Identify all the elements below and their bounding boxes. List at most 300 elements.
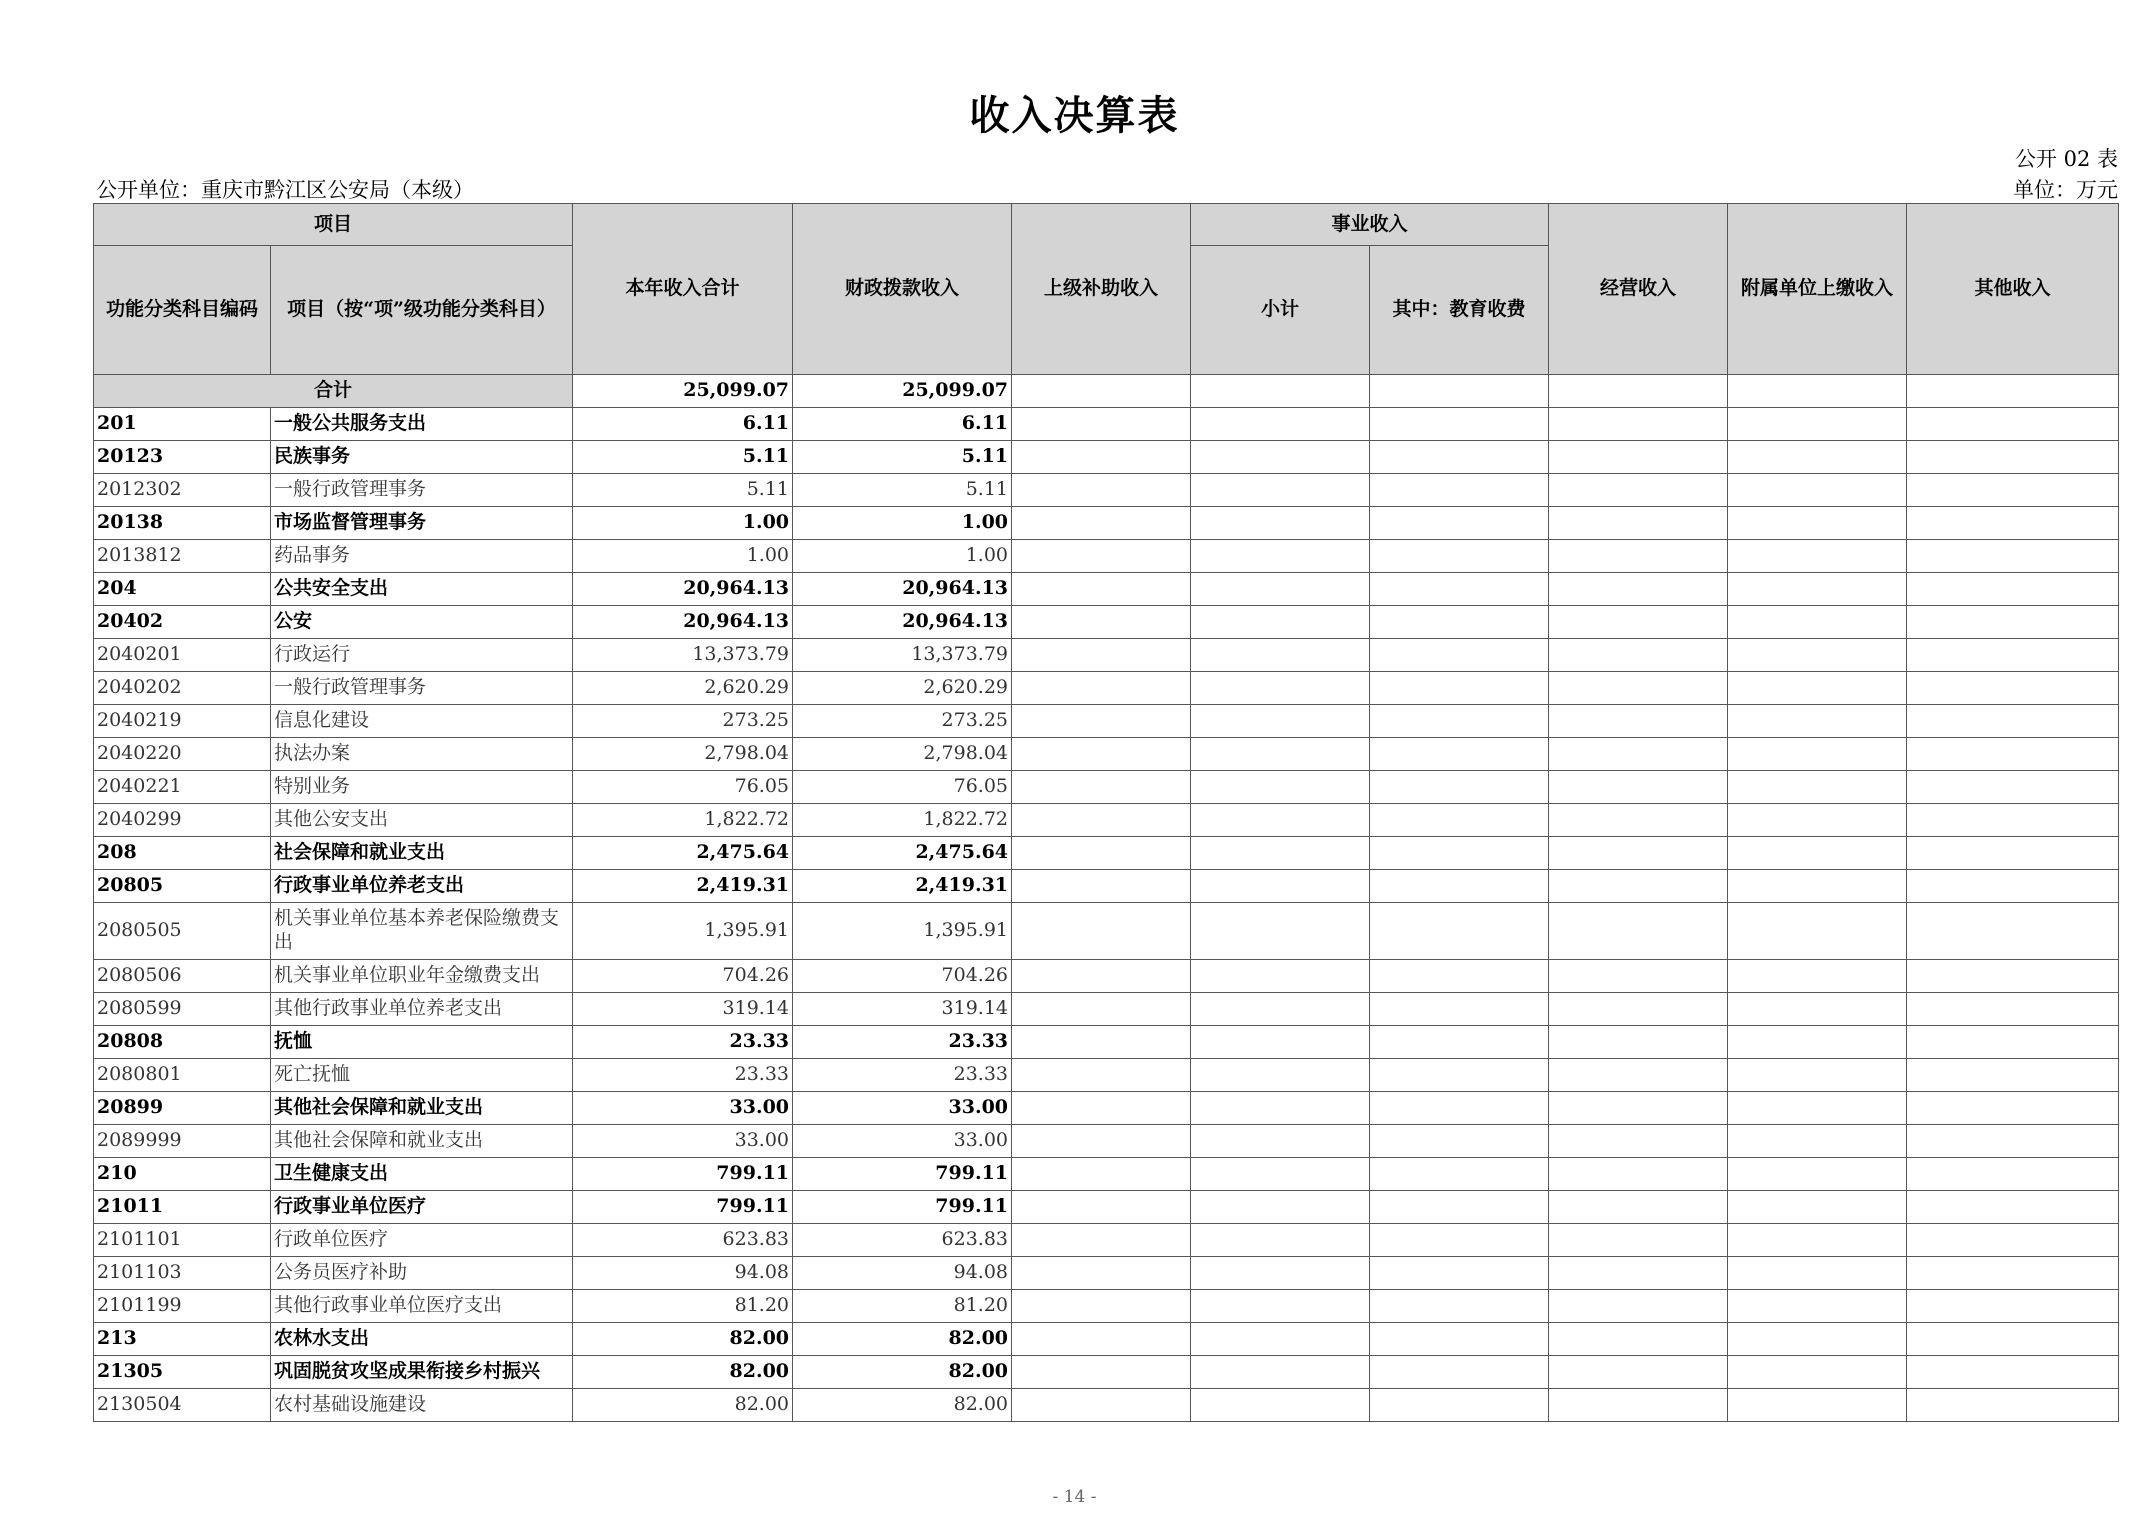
empty-cell bbox=[1370, 474, 1549, 507]
empty-cell bbox=[1907, 1059, 2119, 1092]
header-business: 经营收入 bbox=[1549, 204, 1728, 375]
empty-cell bbox=[1728, 1290, 1907, 1323]
row-total: 799.11 bbox=[573, 1191, 793, 1224]
empty-cell bbox=[1549, 1191, 1728, 1224]
empty-cell bbox=[1370, 1356, 1549, 1389]
row-name: 特别业务 bbox=[271, 771, 573, 804]
empty-cell bbox=[1907, 1158, 2119, 1191]
table-row bbox=[94, 960, 2119, 993]
table-row bbox=[94, 1356, 2119, 1389]
empty-cell bbox=[1728, 1323, 1907, 1356]
empty-cell bbox=[1728, 507, 1907, 540]
row-total: 623.83 bbox=[573, 1224, 793, 1257]
row-fiscal: 20,964.13 bbox=[793, 573, 1012, 606]
empty-cell bbox=[1012, 903, 1191, 960]
empty-cell bbox=[1370, 573, 1549, 606]
empty-cell bbox=[1191, 507, 1370, 540]
empty-cell bbox=[1549, 903, 1728, 960]
row-name: 公安 bbox=[271, 606, 573, 639]
row-fiscal: 82.00 bbox=[793, 1323, 1012, 1356]
header-total: 本年收入合计 bbox=[573, 204, 793, 375]
empty-cell bbox=[1191, 1191, 1370, 1224]
empty-cell bbox=[1549, 1323, 1728, 1356]
row-name: 执法办案 bbox=[271, 738, 573, 771]
empty-cell bbox=[1191, 771, 1370, 804]
empty-cell bbox=[1012, 804, 1191, 837]
empty-cell bbox=[1370, 540, 1549, 573]
empty-cell bbox=[1907, 1092, 2119, 1125]
empty-cell bbox=[1012, 993, 1191, 1026]
header-edu: 其中：教育收费 bbox=[1370, 246, 1549, 375]
row-code: 2012302 bbox=[94, 474, 271, 507]
row-fiscal: 1.00 bbox=[793, 507, 1012, 540]
empty-cell bbox=[1012, 606, 1191, 639]
empty-cell bbox=[1549, 1356, 1728, 1389]
empty-cell bbox=[1012, 1224, 1191, 1257]
empty-cell bbox=[1012, 960, 1191, 993]
table-row bbox=[94, 705, 2119, 738]
row-code: 20805 bbox=[94, 870, 271, 903]
row-total: 94.08 bbox=[573, 1257, 793, 1290]
header-career: 事业收入 bbox=[1191, 204, 1549, 246]
header-item: 项目 bbox=[94, 204, 573, 246]
row-fiscal: 23.33 bbox=[793, 1026, 1012, 1059]
row-name: 其他社会保障和就业支出 bbox=[271, 1092, 573, 1125]
row-total: 2,419.31 bbox=[573, 870, 793, 903]
empty-cell bbox=[1549, 837, 1728, 870]
empty-cell bbox=[1012, 705, 1191, 738]
row-name: 机关事业单位职业年金缴费支出 bbox=[271, 960, 573, 993]
empty-cell bbox=[1728, 771, 1907, 804]
empty-cell bbox=[1012, 1290, 1191, 1323]
row-code: 2101199 bbox=[94, 1290, 271, 1323]
empty-cell bbox=[1370, 903, 1549, 960]
empty-cell bbox=[1728, 672, 1907, 705]
empty-cell bbox=[1370, 441, 1549, 474]
empty-cell bbox=[1012, 1389, 1191, 1422]
empty-cell bbox=[1907, 1257, 2119, 1290]
row-code: 20899 bbox=[94, 1092, 271, 1125]
row-total: 23.33 bbox=[573, 1026, 793, 1059]
row-fiscal: 319.14 bbox=[793, 993, 1012, 1026]
empty-cell bbox=[1370, 771, 1549, 804]
empty-cell bbox=[1728, 474, 1907, 507]
row-fiscal: 1,822.72 bbox=[793, 804, 1012, 837]
empty-cell bbox=[1549, 960, 1728, 993]
row-code: 2040299 bbox=[94, 804, 271, 837]
total-label: 合计 bbox=[94, 375, 573, 408]
empty-cell bbox=[1728, 1125, 1907, 1158]
row-fiscal: 33.00 bbox=[793, 1092, 1012, 1125]
empty-cell bbox=[1012, 639, 1191, 672]
row-fiscal: 82.00 bbox=[793, 1389, 1012, 1422]
row-total: 2,620.29 bbox=[573, 672, 793, 705]
row-total: 319.14 bbox=[573, 993, 793, 1026]
empty-cell bbox=[1728, 837, 1907, 870]
empty-cell bbox=[1370, 1224, 1549, 1257]
empty-cell bbox=[1191, 1323, 1370, 1356]
row-name: 其他公安支出 bbox=[271, 804, 573, 837]
empty-cell bbox=[1012, 474, 1191, 507]
row-code: 21305 bbox=[94, 1356, 271, 1389]
empty-cell bbox=[1012, 441, 1191, 474]
row-name: 其他行政事业单位医疗支出 bbox=[271, 1290, 573, 1323]
empty-cell bbox=[1012, 375, 1191, 408]
empty-cell bbox=[1549, 639, 1728, 672]
row-total: 2,798.04 bbox=[573, 738, 793, 771]
row-fiscal: 2,798.04 bbox=[793, 738, 1012, 771]
empty-cell bbox=[1370, 1389, 1549, 1422]
table-row bbox=[94, 507, 2119, 540]
money-unit: 单位：万元 bbox=[2013, 178, 2118, 202]
header-superior: 上级补助收入 bbox=[1012, 204, 1191, 375]
row-code: 21011 bbox=[94, 1191, 271, 1224]
row-fiscal: 5.11 bbox=[793, 474, 1012, 507]
empty-cell bbox=[1012, 771, 1191, 804]
row-name: 巩固脱贫攻坚成果衔接乡村振兴 bbox=[271, 1356, 573, 1389]
row-fiscal: 23.33 bbox=[793, 1059, 1012, 1092]
row-name: 信息化建设 bbox=[271, 705, 573, 738]
row-name: 市场监督管理事务 bbox=[271, 507, 573, 540]
empty-cell bbox=[1907, 606, 2119, 639]
row-total: 2,475.64 bbox=[573, 837, 793, 870]
empty-cell bbox=[1012, 1158, 1191, 1191]
empty-cell bbox=[1191, 474, 1370, 507]
empty-cell bbox=[1370, 606, 1549, 639]
empty-cell bbox=[1907, 1191, 2119, 1224]
empty-cell bbox=[1728, 1026, 1907, 1059]
row-name: 其他社会保障和就业支出 bbox=[271, 1125, 573, 1158]
empty-cell bbox=[1012, 870, 1191, 903]
empty-cell bbox=[1728, 738, 1907, 771]
row-code: 2101101 bbox=[94, 1224, 271, 1257]
empty-cell bbox=[1549, 870, 1728, 903]
header-name: 项目（按“项”级功能分类科目） bbox=[271, 246, 573, 375]
row-total: 20,964.13 bbox=[573, 573, 793, 606]
empty-cell bbox=[1370, 1125, 1549, 1158]
empty-cell bbox=[1907, 507, 2119, 540]
empty-cell bbox=[1012, 1026, 1191, 1059]
empty-cell bbox=[1907, 540, 2119, 573]
empty-cell bbox=[1012, 837, 1191, 870]
table-row bbox=[94, 672, 2119, 705]
row-total: 76.05 bbox=[573, 771, 793, 804]
row-total: 799.11 bbox=[573, 1158, 793, 1191]
empty-cell bbox=[1191, 960, 1370, 993]
table-row bbox=[94, 1026, 2119, 1059]
empty-cell bbox=[1191, 1125, 1370, 1158]
row-fiscal: 273.25 bbox=[793, 705, 1012, 738]
row-code: 2040221 bbox=[94, 771, 271, 804]
table-row bbox=[94, 1191, 2119, 1224]
empty-cell bbox=[1370, 837, 1549, 870]
header-other: 其他收入 bbox=[1907, 204, 2119, 375]
empty-cell bbox=[1370, 639, 1549, 672]
row-total: 6.11 bbox=[573, 408, 793, 441]
empty-cell bbox=[1191, 1158, 1370, 1191]
row-total: 23.33 bbox=[573, 1059, 793, 1092]
empty-cell bbox=[1370, 705, 1549, 738]
row-name: 一般公共服务支出 bbox=[271, 408, 573, 441]
empty-cell bbox=[1907, 960, 2119, 993]
row-code: 2080599 bbox=[94, 993, 271, 1026]
table-row bbox=[94, 1158, 2119, 1191]
empty-cell bbox=[1012, 540, 1191, 573]
row-name: 民族事务 bbox=[271, 441, 573, 474]
empty-cell bbox=[1191, 672, 1370, 705]
empty-cell bbox=[1907, 1290, 2119, 1323]
row-name: 卫生健康支出 bbox=[271, 1158, 573, 1191]
row-name: 药品事务 bbox=[271, 540, 573, 573]
empty-cell bbox=[1191, 804, 1370, 837]
empty-cell bbox=[1907, 993, 2119, 1026]
empty-cell bbox=[1370, 1257, 1549, 1290]
empty-cell bbox=[1012, 1125, 1191, 1158]
empty-cell bbox=[1370, 1158, 1549, 1191]
row-name: 其他行政事业单位养老支出 bbox=[271, 993, 573, 1026]
empty-cell bbox=[1549, 705, 1728, 738]
empty-cell bbox=[1549, 738, 1728, 771]
row-name: 公务员医疗补助 bbox=[271, 1257, 573, 1290]
row-code: 2080506 bbox=[94, 960, 271, 993]
empty-cell bbox=[1191, 441, 1370, 474]
row-fiscal: 2,419.31 bbox=[793, 870, 1012, 903]
row-fiscal: 82.00 bbox=[793, 1356, 1012, 1389]
empty-cell bbox=[1370, 738, 1549, 771]
row-name: 社会保障和就业支出 bbox=[271, 837, 573, 870]
row-code: 20402 bbox=[94, 606, 271, 639]
total-fiscal: 25,099.07 bbox=[793, 375, 1012, 408]
empty-cell bbox=[1370, 804, 1549, 837]
row-fiscal: 20,964.13 bbox=[793, 606, 1012, 639]
empty-cell bbox=[1728, 1158, 1907, 1191]
empty-cell bbox=[1012, 573, 1191, 606]
empty-cell bbox=[1728, 870, 1907, 903]
row-total: 1,822.72 bbox=[573, 804, 793, 837]
table-row bbox=[94, 870, 2119, 903]
row-fiscal: 1,395.91 bbox=[793, 903, 1012, 960]
empty-cell bbox=[1191, 375, 1370, 408]
empty-cell bbox=[1907, 738, 2119, 771]
empty-cell bbox=[1549, 474, 1728, 507]
empty-cell bbox=[1728, 1092, 1907, 1125]
empty-cell bbox=[1370, 1059, 1549, 1092]
empty-cell bbox=[1728, 408, 1907, 441]
table-row bbox=[94, 1224, 2119, 1257]
row-code: 2101103 bbox=[94, 1257, 271, 1290]
empty-cell bbox=[1191, 1092, 1370, 1125]
empty-cell bbox=[1191, 1356, 1370, 1389]
empty-cell bbox=[1191, 837, 1370, 870]
empty-cell bbox=[1549, 1125, 1728, 1158]
empty-cell bbox=[1012, 672, 1191, 705]
row-name: 行政事业单位养老支出 bbox=[271, 870, 573, 903]
row-name: 一般行政管理事务 bbox=[271, 474, 573, 507]
table-row bbox=[94, 1290, 2119, 1323]
empty-cell bbox=[1907, 441, 2119, 474]
row-code: 204 bbox=[94, 573, 271, 606]
row-fiscal: 5.11 bbox=[793, 441, 1012, 474]
table-row bbox=[94, 1323, 2119, 1356]
table-row bbox=[94, 1059, 2119, 1092]
row-name: 农村基础设施建设 bbox=[271, 1389, 573, 1422]
row-code: 208 bbox=[94, 837, 271, 870]
empty-cell bbox=[1370, 1092, 1549, 1125]
empty-cell bbox=[1549, 1257, 1728, 1290]
empty-cell bbox=[1728, 1224, 1907, 1257]
row-fiscal: 1.00 bbox=[793, 540, 1012, 573]
table-row bbox=[94, 1125, 2119, 1158]
row-total: 82.00 bbox=[573, 1356, 793, 1389]
row-fiscal: 13,373.79 bbox=[793, 639, 1012, 672]
row-total: 5.11 bbox=[573, 474, 793, 507]
empty-cell bbox=[1907, 375, 2119, 408]
row-code: 201 bbox=[94, 408, 271, 441]
empty-cell bbox=[1549, 1158, 1728, 1191]
table-row bbox=[94, 1092, 2119, 1125]
row-total: 82.00 bbox=[573, 1323, 793, 1356]
empty-cell bbox=[1728, 1389, 1907, 1422]
empty-cell bbox=[1191, 738, 1370, 771]
table-row bbox=[94, 639, 2119, 672]
row-code: 2013812 bbox=[94, 540, 271, 573]
empty-cell bbox=[1728, 1059, 1907, 1092]
row-fiscal: 799.11 bbox=[793, 1191, 1012, 1224]
empty-cell bbox=[1728, 1356, 1907, 1389]
row-code: 20138 bbox=[94, 507, 271, 540]
row-name: 农林水支出 bbox=[271, 1323, 573, 1356]
row-code: 2130504 bbox=[94, 1389, 271, 1422]
empty-cell bbox=[1728, 705, 1907, 738]
row-code: 2080505 bbox=[94, 903, 271, 960]
income-table bbox=[93, 203, 2119, 1422]
empty-cell bbox=[1907, 474, 2119, 507]
table-row bbox=[94, 1389, 2119, 1422]
table-row bbox=[94, 474, 2119, 507]
header-code: 功能分类科目编码 bbox=[94, 246, 271, 375]
row-total: 33.00 bbox=[573, 1125, 793, 1158]
table-row bbox=[94, 1257, 2119, 1290]
empty-cell bbox=[1728, 573, 1907, 606]
row-total: 33.00 bbox=[573, 1092, 793, 1125]
empty-cell bbox=[1907, 1389, 2119, 1422]
row-name: 行政事业单位医疗 bbox=[271, 1191, 573, 1224]
empty-cell bbox=[1191, 1257, 1370, 1290]
table-row bbox=[94, 771, 2119, 804]
empty-cell bbox=[1191, 870, 1370, 903]
row-fiscal: 6.11 bbox=[793, 408, 1012, 441]
empty-cell bbox=[1549, 441, 1728, 474]
row-code: 210 bbox=[94, 1158, 271, 1191]
row-total: 273.25 bbox=[573, 705, 793, 738]
row-name: 一般行政管理事务 bbox=[271, 672, 573, 705]
empty-cell bbox=[1191, 1290, 1370, 1323]
empty-cell bbox=[1549, 606, 1728, 639]
empty-cell bbox=[1191, 1389, 1370, 1422]
empty-cell bbox=[1012, 1323, 1191, 1356]
table-row bbox=[94, 540, 2119, 573]
empty-cell bbox=[1728, 1191, 1907, 1224]
row-code: 2089999 bbox=[94, 1125, 271, 1158]
empty-cell bbox=[1191, 606, 1370, 639]
row-total: 81.20 bbox=[573, 1290, 793, 1323]
empty-cell bbox=[1728, 441, 1907, 474]
empty-cell bbox=[1728, 993, 1907, 1026]
empty-cell bbox=[1728, 375, 1907, 408]
row-fiscal: 623.83 bbox=[793, 1224, 1012, 1257]
table-body bbox=[94, 375, 2119, 1422]
row-total: 20,964.13 bbox=[573, 606, 793, 639]
empty-cell bbox=[1907, 837, 2119, 870]
empty-cell bbox=[1907, 1026, 2119, 1059]
empty-cell bbox=[1907, 408, 2119, 441]
empty-cell bbox=[1191, 1026, 1370, 1059]
header-subtotal: 小计 bbox=[1191, 246, 1370, 375]
empty-cell bbox=[1012, 1356, 1191, 1389]
empty-cell bbox=[1728, 606, 1907, 639]
empty-cell bbox=[1012, 1191, 1191, 1224]
total-row bbox=[94, 375, 2119, 408]
table-row bbox=[94, 993, 2119, 1026]
row-code: 2040220 bbox=[94, 738, 271, 771]
table-row bbox=[94, 606, 2119, 639]
empty-cell bbox=[1549, 573, 1728, 606]
total-amount: 25,099.07 bbox=[573, 375, 793, 408]
empty-cell bbox=[1907, 1323, 2119, 1356]
row-total: 13,373.79 bbox=[573, 639, 793, 672]
empty-cell bbox=[1012, 507, 1191, 540]
empty-cell bbox=[1549, 375, 1728, 408]
empty-cell bbox=[1549, 1224, 1728, 1257]
empty-cell bbox=[1012, 408, 1191, 441]
empty-cell bbox=[1370, 375, 1549, 408]
row-name: 抚恤 bbox=[271, 1026, 573, 1059]
empty-cell bbox=[1191, 1224, 1370, 1257]
empty-cell bbox=[1907, 639, 2119, 672]
empty-cell bbox=[1191, 639, 1370, 672]
empty-cell bbox=[1370, 1191, 1549, 1224]
empty-cell bbox=[1012, 1092, 1191, 1125]
row-name: 机关事业单位基本养老保险缴费支出 bbox=[271, 903, 573, 960]
empty-cell bbox=[1191, 705, 1370, 738]
empty-cell bbox=[1728, 1257, 1907, 1290]
empty-cell bbox=[1907, 903, 2119, 960]
table-row bbox=[94, 837, 2119, 870]
empty-cell bbox=[1907, 672, 2119, 705]
row-name: 死亡抚恤 bbox=[271, 1059, 573, 1092]
page-number: - 14 - bbox=[1052, 1487, 1097, 1507]
row-fiscal: 799.11 bbox=[793, 1158, 1012, 1191]
empty-cell bbox=[1728, 540, 1907, 573]
row-total: 82.00 bbox=[573, 1389, 793, 1422]
empty-cell bbox=[1549, 1059, 1728, 1092]
empty-cell bbox=[1012, 1059, 1191, 1092]
page-title: 收入决算表 bbox=[969, 92, 1180, 139]
empty-cell bbox=[1549, 672, 1728, 705]
row-fiscal: 33.00 bbox=[793, 1125, 1012, 1158]
row-fiscal: 81.20 bbox=[793, 1290, 1012, 1323]
reporting-unit: 公开单位：重庆市黔江区公安局（本级） bbox=[96, 178, 474, 202]
empty-cell bbox=[1370, 408, 1549, 441]
empty-cell bbox=[1191, 573, 1370, 606]
empty-cell bbox=[1907, 870, 2119, 903]
header-fiscal: 财政拨款收入 bbox=[793, 204, 1012, 375]
empty-cell bbox=[1907, 1356, 2119, 1389]
empty-cell bbox=[1370, 1026, 1549, 1059]
empty-cell bbox=[1549, 1092, 1728, 1125]
empty-cell bbox=[1728, 804, 1907, 837]
row-code: 2040202 bbox=[94, 672, 271, 705]
